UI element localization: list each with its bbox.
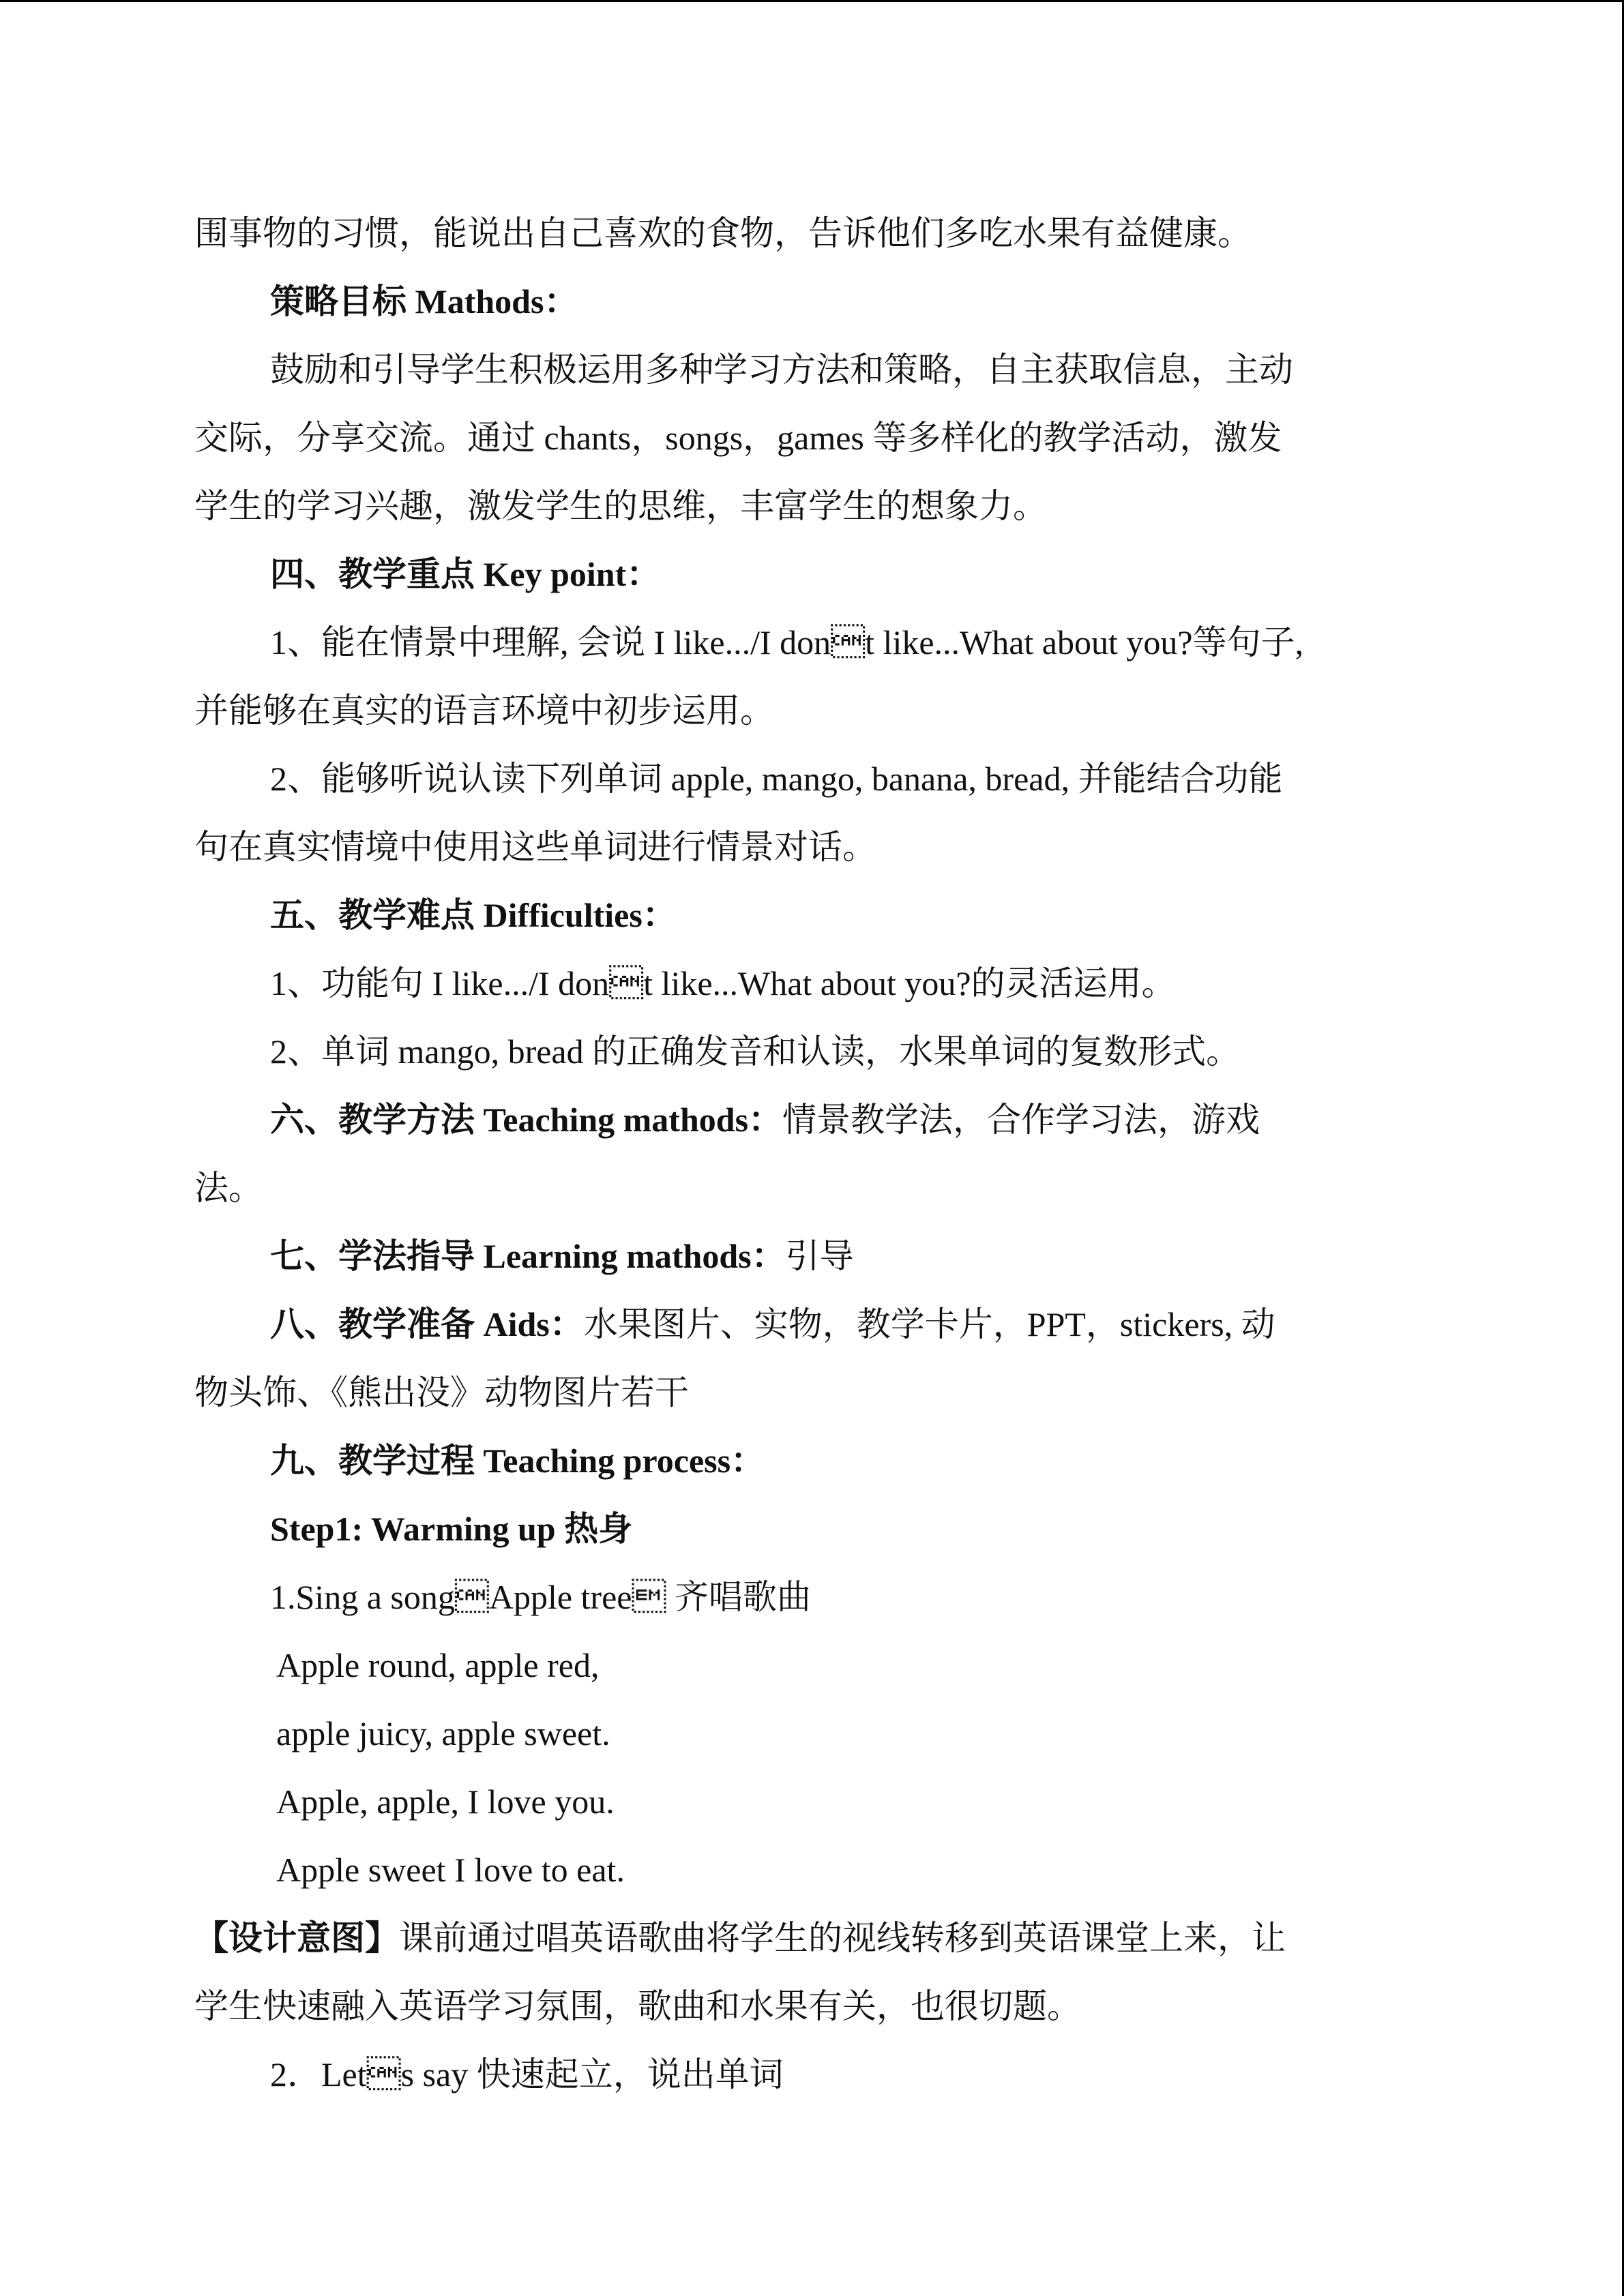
section-heading-process <box>270 1440 765 1481</box>
line-text: 五、教学难点 Difficulties： <box>270 896 677 934</box>
line-text: 课前通过唱英语歌曲将学生的视线转移到英语课堂上来，让 <box>399 1919 1286 1957</box>
line-text: 法。 <box>194 1169 263 1207</box>
song-lyric-line <box>276 1849 625 1890</box>
design-intent-line <box>194 1918 1286 1958</box>
section-heading-strategy <box>270 281 578 322</box>
song-lyric-line <box>276 1713 610 1754</box>
paragraph-line <box>194 1986 1081 2027</box>
line-text: 鼓励和引导学生积极运用多种学习方法和策略，自主获取信息，主动 <box>270 351 1293 389</box>
paragraph-line <box>194 213 1252 254</box>
line-text: 学生的学习兴趣，激发学生的思维，丰富学生的想象力。 <box>194 487 1047 525</box>
song-lyric-line <box>276 1645 599 1686</box>
line-text: Apple sweet I love to eat. <box>276 1851 625 1889</box>
section-heading-difficulties <box>270 895 677 936</box>
line-label: 【设计意图】 <box>194 1919 399 1957</box>
line-text: 引导 <box>785 1237 854 1275</box>
line-text: 2．Lets say 快速起立，说出单词 <box>270 2055 784 2093</box>
line-label: 六、教学方法 Teaching mathods： <box>270 1101 783 1139</box>
section-heading-key-point <box>270 554 660 595</box>
step-heading <box>270 1508 632 1549</box>
line-text: 围事物的习惯，能说出自己喜欢的食物，告诉他们多吃水果有益健康。 <box>194 214 1252 252</box>
line-text: Apple round, apple red, <box>276 1646 600 1684</box>
section-heading-aids <box>270 1304 1275 1345</box>
line-text: 并能够在真实的语言环境中初步运用。 <box>194 691 774 730</box>
paragraph-line <box>194 690 774 731</box>
song-lyric-line <box>276 1781 615 1822</box>
line-text: 1、能在情景中理解, 会说 I like.../I dont like...What about you?等句子, <box>270 623 1304 661</box>
list-item <box>270 2054 784 2095</box>
line-text: Step1: Warming up 热身 <box>270 1510 633 1548</box>
paragraph-line <box>194 1167 263 1208</box>
line-text: Apple, apple, I love you. <box>276 1783 615 1821</box>
list-item <box>270 1577 811 1617</box>
section-heading-learning-methods <box>270 1236 854 1277</box>
line-text: 四、教学重点 Key point： <box>270 555 661 593</box>
line-text: 句在真实情境中使用这些单词进行情景对话。 <box>194 828 876 866</box>
line-text: 1.Sing a songApple tree 齐唱歌曲 <box>270 1578 811 1616</box>
line-text: 2、能够听说认读下列单词 apple, mango, banana, bread, 并能结合功能 <box>270 760 1283 798</box>
line-label: 八、教学准备 Aids： <box>270 1305 584 1343</box>
paragraph-line <box>194 417 1282 458</box>
line-text: 物头饰、《熊出没》动物图片若干 <box>194 1373 689 1412</box>
line-text: 学生快速融入英语学习氛围，歌曲和水果有关，也很切题。 <box>194 1987 1081 2025</box>
line-text: 情景教学法，合作学习法，游戏 <box>782 1101 1260 1139</box>
paragraph-line <box>194 486 1047 526</box>
line-text: 2、单词 mango, bread 的正确发音和认读，水果单词的复数形式。 <box>270 1032 1241 1071</box>
section-heading-methods <box>270 1099 1260 1140</box>
list-item <box>270 1031 1240 1072</box>
line-text: 水果图片、实物，教学卡片，PPT，stickers, 动 <box>583 1305 1275 1343</box>
list-item <box>270 622 1303 663</box>
line-text: 交际，分享交流。通过 chants，songs，games 等多样化的教学活动，激发 <box>194 419 1282 457</box>
list-item <box>270 758 1282 799</box>
line-text: 1、功能句 I like.../I dont like...What about you?的灵活运用。 <box>270 964 1176 1002</box>
list-item <box>270 963 1176 1004</box>
line-text: 九、教学过程 Teaching process： <box>270 1442 765 1480</box>
line-label: 七、学法指导 Learning mathods： <box>270 1237 786 1275</box>
paragraph-line <box>194 1372 689 1413</box>
line-text: apple juicy, apple sweet. <box>276 1714 610 1753</box>
paragraph-line <box>270 349 1293 390</box>
paragraph-line <box>194 826 876 867</box>
line-text: 策略目标 Mathods： <box>270 282 578 320</box>
